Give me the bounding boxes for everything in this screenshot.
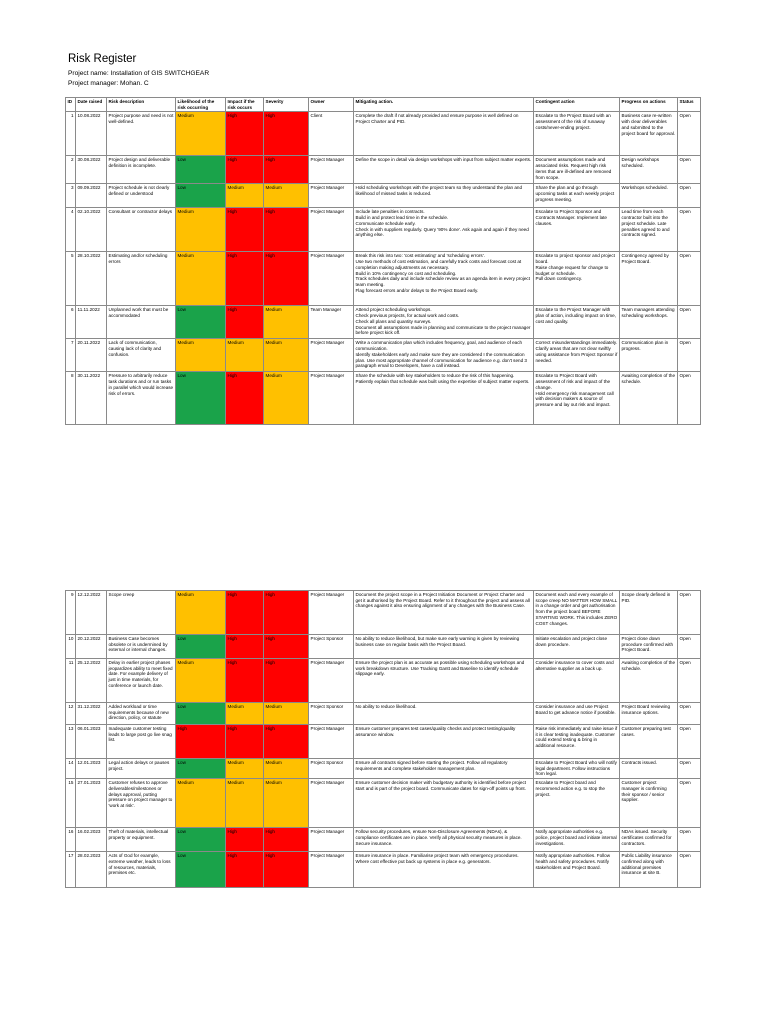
contingent-action: Document assumptions made and associated risks. Request high risk items that are ill-defined are removed from scope. — [534, 156, 620, 184]
status-cell: Open — [678, 372, 701, 425]
impact-cell: High — [226, 372, 264, 425]
likelihood-cell: Medium — [176, 339, 226, 372]
mitigating-action: Ensure the project plan is as accurate as possible using scheduling workshops and work breakdown structure. Use Tracking Gantt and Baseline to identify schedule slippage early. — [354, 659, 534, 703]
table-row — [66, 208, 701, 252]
date-raised: 09.09.2022 — [76, 184, 107, 208]
progress-on-actions: NDAs issued. Security certificates confirmed for contractors. — [620, 828, 678, 852]
owner-cell: Project Sponsor — [309, 703, 354, 725]
date-raised: 31.12.2022 — [76, 703, 107, 725]
risk-id: 13 — [66, 725, 76, 759]
impact-cell: Medium — [226, 703, 264, 725]
progress-on-actions: Customer preparing test cases. — [620, 725, 678, 759]
owner-cell: Project Manager — [309, 828, 354, 852]
col-header-severity: Severity — [264, 98, 309, 112]
severity-cell: Medium — [264, 372, 309, 425]
impact-cell: High — [226, 306, 264, 339]
page-title: Risk Register — [68, 53, 137, 65]
risk-id: 15 — [66, 779, 76, 828]
mitigating-action: Ensure customer prepares test cases/quality checks and protect testing/quality assurance window. — [354, 725, 534, 759]
likelihood-cell: Low — [176, 372, 226, 425]
contingent-action: Initiate escalation and project close down procedure. — [534, 635, 620, 659]
register-header — [68, 52, 209, 89]
likelihood-cell: Medium — [176, 659, 226, 703]
risk-description: Lack of communication, causing lack of clarity and confusion. — [107, 339, 176, 372]
mitigating-action: Ensure all contracts signed before starting the project. Follow all regulatory requirements and complete stakeholder management plan. — [354, 759, 534, 779]
risk-description: Scope creep — [107, 591, 176, 635]
contingent-action: Notify appropriate authorities e.g. police, project board and initiate internal investigations. — [534, 828, 620, 852]
impact-cell: High — [226, 725, 264, 759]
date-raised: 11.11.2022 — [76, 306, 107, 339]
table-row — [66, 339, 701, 372]
severity-cell: High — [264, 252, 309, 306]
col-header-impact: Impact if the risk occurs — [226, 98, 264, 112]
risk-table-page-2 — [65, 590, 701, 888]
col-header-likelihood: Likelihood of the risk occurring — [176, 98, 226, 112]
date-raised: 25.12.2022 — [76, 659, 107, 703]
impact-cell: High — [226, 252, 264, 306]
mitigating-action: Break this risk into two: 'cost estimating' and 'scheduling errors'. Use two methods of cost estimation, and carefully track costs and forecast cost at completion making adjustments as necessary. Build in 10% contingency on cost and scheduling. Track schedules daily and include schedule review as an agenda item in every project team meeting. Flag forecast errors and/or delays to the Project Board early. — [354, 252, 534, 306]
risk-id: 11 — [66, 659, 76, 703]
contingent-action: Document each and every example of scope creep NO MATTER HOW SMALL in a change order and get authorisation from the project board BEFORE STARTING WORK. This includes ZERO COST changes. — [534, 591, 620, 635]
severity-cell: Medium — [264, 306, 309, 339]
mitigating-action: Include late penalties in contracts. Build in and protect lead time in the schedule. Communicate schedule early. Check in with suppliers regularly. Query '90% done'. Ask again and again if they need anything else. — [354, 208, 534, 252]
progress-on-actions: Workshops scheduled. — [620, 184, 678, 208]
severity-cell: High — [264, 156, 309, 184]
impact-cell: High — [226, 112, 264, 156]
severity-cell: High — [264, 725, 309, 759]
table-row — [66, 779, 701, 828]
date-raised: 02.10.2022 — [76, 208, 107, 252]
risk-id: 2 — [66, 156, 76, 184]
likelihood-cell: Low — [176, 703, 226, 725]
risk-description: Estimating and/or scheduling errors — [107, 252, 176, 306]
contingent-action: Escalate to Project board and recommend action e.g. to stop the project. — [534, 779, 620, 828]
mitigating-action: Follow security procedures, ensure Non-Disclosure Agreements (NDAs), & compliance certificates are in place. Verify all physical security measures in place. Secure insurance. — [354, 828, 534, 852]
date-raised: 30.11.2022 — [76, 372, 107, 425]
owner-cell: Client — [309, 112, 354, 156]
contingent-action: Correct misunderstandings immediately. Clarify areas that are not clear swiftly using assistance from Project Sponsor if needed. — [534, 339, 620, 372]
risk-description: Inadequate customer testing leads to large post go live snag list. — [107, 725, 176, 759]
risk-description: Project schedule is not clearly defined or understood — [107, 184, 176, 208]
severity-cell: High — [264, 591, 309, 635]
likelihood-cell: Low — [176, 828, 226, 852]
contingent-action: Escalate to the Project Board with an assessment of the risk of runaway costs/never-ending project. — [534, 112, 620, 156]
col-header-date: Date raised — [76, 98, 107, 112]
table-row — [66, 852, 701, 888]
status-cell: Open — [678, 779, 701, 828]
risk-id: 8 — [66, 372, 76, 425]
col-header-progress: Progress on actions — [620, 98, 678, 112]
risk-id: 5 — [66, 252, 76, 306]
progress-on-actions: Project Board reviewing insurance options. — [620, 703, 678, 725]
risk-table-page-1 — [65, 97, 701, 425]
impact-cell: High — [226, 852, 264, 888]
likelihood-cell: Medium — [176, 591, 226, 635]
risk-id: 17 — [66, 852, 76, 888]
status-cell: Open — [678, 306, 701, 339]
risk-description: Legal action delays or pauses project. — [107, 759, 176, 779]
project-name: Project name: Installation of GIS SWITCHGEAR — [68, 70, 210, 77]
likelihood-cell: Low — [176, 184, 226, 208]
table-row — [66, 659, 701, 703]
table-row — [66, 703, 701, 725]
severity-cell: High — [264, 208, 309, 252]
owner-cell: Project Manager — [309, 725, 354, 759]
progress-on-actions: Customer project manager is confirming their sponsor / senior supplier. — [620, 779, 678, 828]
date-raised: 12.12.2022 — [76, 591, 107, 635]
date-raised: 12.01.2023 — [76, 759, 107, 779]
mitigating-action: Attend project scheduling workshops. Check previous projects, for actual work and costs. Check all plans and quantity surveys. Document all assumptions made in planning and communicate to the project manager before project kick off. — [354, 306, 534, 339]
col-header-description: Risk description — [107, 98, 176, 112]
impact-cell: High — [226, 828, 264, 852]
impact-cell: High — [226, 659, 264, 703]
owner-cell: Project Manager — [309, 184, 354, 208]
risk-description: Project design and deliverable definition is incomplete. — [107, 156, 176, 184]
impact-cell: High — [226, 208, 264, 252]
table-header-row — [66, 98, 701, 112]
risk-description: Unplanned work that must be accommodated — [107, 306, 176, 339]
mitigating-action: Write a communication plan which includes frequency, goal, and audience of each communication. Identify stakeholders early and make sure they are considered I the communication plan. Use most appropriate channel of communication for audience e.g. don't send 3 paragraph email to Developers, have a call instead. — [354, 339, 534, 372]
status-cell: Open — [678, 208, 701, 252]
status-cell: Open — [678, 339, 701, 372]
severity-cell: Medium — [264, 779, 309, 828]
likelihood-cell: Low — [176, 635, 226, 659]
owner-cell: Project Manager — [309, 779, 354, 828]
severity-cell: High — [264, 852, 309, 888]
progress-on-actions: Public Liability insurance confirmed along with additional premises insurance at site B. — [620, 852, 678, 888]
progress-on-actions: Contingency agreed by Project Board. — [620, 252, 678, 306]
likelihood-cell: High — [176, 725, 226, 759]
risk-description: Business Case becomes obsolete or is undermined by external or internal changes. — [107, 635, 176, 659]
impact-cell: High — [226, 591, 264, 635]
contingent-action: Escalate to Project Board with assessment of risk and impact of the change. Hold emergency risk management call with decision makers & source of pressure and lay out risk and impact. — [534, 372, 620, 425]
severity-cell: High — [264, 659, 309, 703]
impact-cell: Medium — [226, 779, 264, 828]
date-raised: 30.08.2022 — [76, 156, 107, 184]
table-row — [66, 252, 701, 306]
mitigating-action: Document the project scope in a Project Initiation Document or Project Charter and get it authorised by the Project Board. Refer to it throughout the project and assess all changes against it also ensuring alignment of any changes with the Business Case. — [354, 591, 534, 635]
risk-description: Consultant or contractor delays — [107, 208, 176, 252]
risk-id: 6 — [66, 306, 76, 339]
progress-on-actions: Contracts issued. — [620, 759, 678, 779]
progress-on-actions: Lead time from each contractor built into the project schedule. Late penalties agreed to and contracts signed. — [620, 208, 678, 252]
impact-cell: Medium — [226, 339, 264, 372]
owner-cell: Project Manager — [309, 372, 354, 425]
owner-cell: Project Manager — [309, 208, 354, 252]
date-raised: 28.02.2023 — [76, 852, 107, 888]
mitigating-action: Ensure insurance in place. Familiarise project team with emergency procedures. Where cost effective put back up systems in place e.g. generators. — [354, 852, 534, 888]
date-raised: 10.08.2022 — [76, 112, 107, 156]
owner-cell: Project Manager — [309, 852, 354, 888]
risk-description: Acts of God for example, extreme weather, leads to loss of resources, materials, premises etc. — [107, 852, 176, 888]
table-row — [66, 725, 701, 759]
col-header-owner: Owner — [309, 98, 354, 112]
date-raised: 06.01.2023 — [76, 725, 107, 759]
impact-cell: High — [226, 156, 264, 184]
severity-cell: Medium — [264, 759, 309, 779]
contingent-action: Consider insurance and use Project Board to get advance notice if possible. — [534, 703, 620, 725]
table-row — [66, 306, 701, 339]
risk-id: 12 — [66, 703, 76, 725]
progress-on-actions: Design workshops scheduled. — [620, 156, 678, 184]
project-manager: Project manager: Mohan. C — [68, 80, 149, 87]
risk-description: Theft of materials, intellectual property or equipment. — [107, 828, 176, 852]
contingent-action: Consider insurance to cover costs and alternative supplier as a back up. — [534, 659, 620, 703]
date-raised: 28.10.2022 — [76, 252, 107, 306]
contingent-action: Share the plan and go through upcoming tasks at each weekly project progress meeting. — [534, 184, 620, 208]
risk-id: 7 — [66, 339, 76, 372]
mitigating-action: Hold scheduling workshops with the project team so they understand the plan and likelihood of missed tasks is reduced. — [354, 184, 534, 208]
impact-cell: Medium — [226, 184, 264, 208]
mitigating-action: Share the schedule with key stakeholders to reduce the risk of this happening. Patiently explain that schedule was built using the expertise of subject matter experts. — [354, 372, 534, 425]
likelihood-cell: Medium — [176, 208, 226, 252]
status-cell: Open — [678, 852, 701, 888]
mitigating-action: Complete the draft if not already provided and ensure purpose is well defined on Project Charter and PID. — [354, 112, 534, 156]
status-cell: Open — [678, 659, 701, 703]
progress-on-actions: Project close down procedure confirmed with Project Board. — [620, 635, 678, 659]
owner-cell: Project Manager — [309, 591, 354, 635]
likelihood-cell: Low — [176, 156, 226, 184]
table-row — [66, 591, 701, 635]
table-row — [66, 372, 701, 425]
mitigating-action: No ability to reduce likelihood. — [354, 703, 534, 725]
mitigating-action: Define the scope in detail via design workshops with input from subject matter experts. — [354, 156, 534, 184]
status-cell: Open — [678, 725, 701, 759]
status-cell: Open — [678, 828, 701, 852]
contingent-action: Escalate to the Project Manager with plan of action, including impact on time, cost and quality. — [534, 306, 620, 339]
status-cell: Open — [678, 252, 701, 306]
progress-on-actions: Business case re-written with clear deliverables and submitted to the project board for approval. — [620, 112, 678, 156]
severity-cell: Medium — [264, 703, 309, 725]
progress-on-actions: Awaiting completion of the schedule. — [620, 372, 678, 425]
severity-cell: High — [264, 828, 309, 852]
mitigating-action: Ensure customer decision maker with budgetary authority is identified before project start and is part of the project board. Communicate dates for sign-off points up front. — [354, 779, 534, 828]
severity-cell: Medium — [264, 184, 309, 208]
owner-cell: Project Sponsor — [309, 635, 354, 659]
status-cell: Open — [678, 112, 701, 156]
date-raised: 16.02.2023 — [76, 828, 107, 852]
likelihood-cell: Medium — [176, 779, 226, 828]
owner-cell: Project Manager — [309, 659, 354, 703]
risk-id: 1 — [66, 112, 76, 156]
owner-cell: Project Manager — [309, 156, 354, 184]
risk-id: 16 — [66, 828, 76, 852]
risk-description: Project purpose and need is not well-defined. — [107, 112, 176, 156]
likelihood-cell: Low — [176, 852, 226, 888]
status-cell: Open — [678, 156, 701, 184]
severity-cell: High — [264, 635, 309, 659]
table-row — [66, 759, 701, 779]
table-row — [66, 635, 701, 659]
status-cell: Open — [678, 759, 701, 779]
risk-description: Delay in earlier project phases jeopardizes ability to meet fixed date. For example delivery of just in time materials, for conference or launch date. — [107, 659, 176, 703]
col-header-contingent: Contingent action — [534, 98, 620, 112]
risk-description: Pressure to arbitrarily reduce task durations and or run tasks in parallel which would increase risk of errors. — [107, 372, 176, 425]
contingent-action: Escalate to Project Board who will notify legal department. Follow instructions from legal. — [534, 759, 620, 779]
risk-description: Customer refuses to approve deliverables/milestones or delays approval, putting pressure on project manager to 'work at risk'. — [107, 779, 176, 828]
date-raised: 20.12.2022 — [76, 635, 107, 659]
contingent-action: Escalate to project sponsor and project board. Raise change request for change to budget or schedule. Pull down contingency. — [534, 252, 620, 306]
table-row — [66, 112, 701, 156]
owner-cell: Project Sponsor — [309, 759, 354, 779]
status-cell: Open — [678, 184, 701, 208]
impact-cell: Medium — [226, 759, 264, 779]
owner-cell: Project Manager — [309, 252, 354, 306]
owner-cell: Team Manager — [309, 306, 354, 339]
progress-on-actions: Team managers attending scheduling workshops. — [620, 306, 678, 339]
risk-description: Added workload or time requirements because of new direction, policy, or statute — [107, 703, 176, 725]
progress-on-actions: Communication plan in progress. — [620, 339, 678, 372]
status-cell: Open — [678, 703, 701, 725]
risk-id: 4 — [66, 208, 76, 252]
table-row — [66, 184, 701, 208]
likelihood-cell: Medium — [176, 112, 226, 156]
date-raised: 20.11.2022 — [76, 339, 107, 372]
col-header-id: ID — [66, 98, 76, 112]
owner-cell: Project Manager — [309, 339, 354, 372]
severity-cell: High — [264, 112, 309, 156]
severity-cell: Medium — [264, 339, 309, 372]
mitigating-action: No ability to reduce likelihood, but make sure early warning is given by reviewing business case on regular basis with the Project Board. — [354, 635, 534, 659]
risk-id: 14 — [66, 759, 76, 779]
table-row — [66, 156, 701, 184]
impact-cell: High — [226, 635, 264, 659]
col-header-status: Status — [678, 98, 701, 112]
likelihood-cell: Medium — [176, 252, 226, 306]
contingent-action: Escalate to Project Sponsor and Contracts Manager. Implement late clauses. — [534, 208, 620, 252]
col-header-mitigation: Mitigating action. — [354, 98, 534, 112]
progress-on-actions: Awaiting completion of the schedule. — [620, 659, 678, 703]
risk-id: 10 — [66, 635, 76, 659]
status-cell: Open — [678, 635, 701, 659]
risk-id: 9 — [66, 591, 76, 635]
contingent-action: Notify appropriate authorities. Follow health and safety procedures. Notify stakeholders and Project Board. — [534, 852, 620, 888]
risk-id: 3 — [66, 184, 76, 208]
table-row — [66, 828, 701, 852]
contingent-action: Raise risk immediately and raise issue if it is clear testing inadequate. Customer could extend testing & bring in additional resource. — [534, 725, 620, 759]
date-raised: 27.01.2023 — [76, 779, 107, 828]
status-cell: Open — [678, 591, 701, 635]
likelihood-cell: Low — [176, 306, 226, 339]
likelihood-cell: Low — [176, 759, 226, 779]
progress-on-actions: Scope clearly defined in PID. — [620, 591, 678, 635]
